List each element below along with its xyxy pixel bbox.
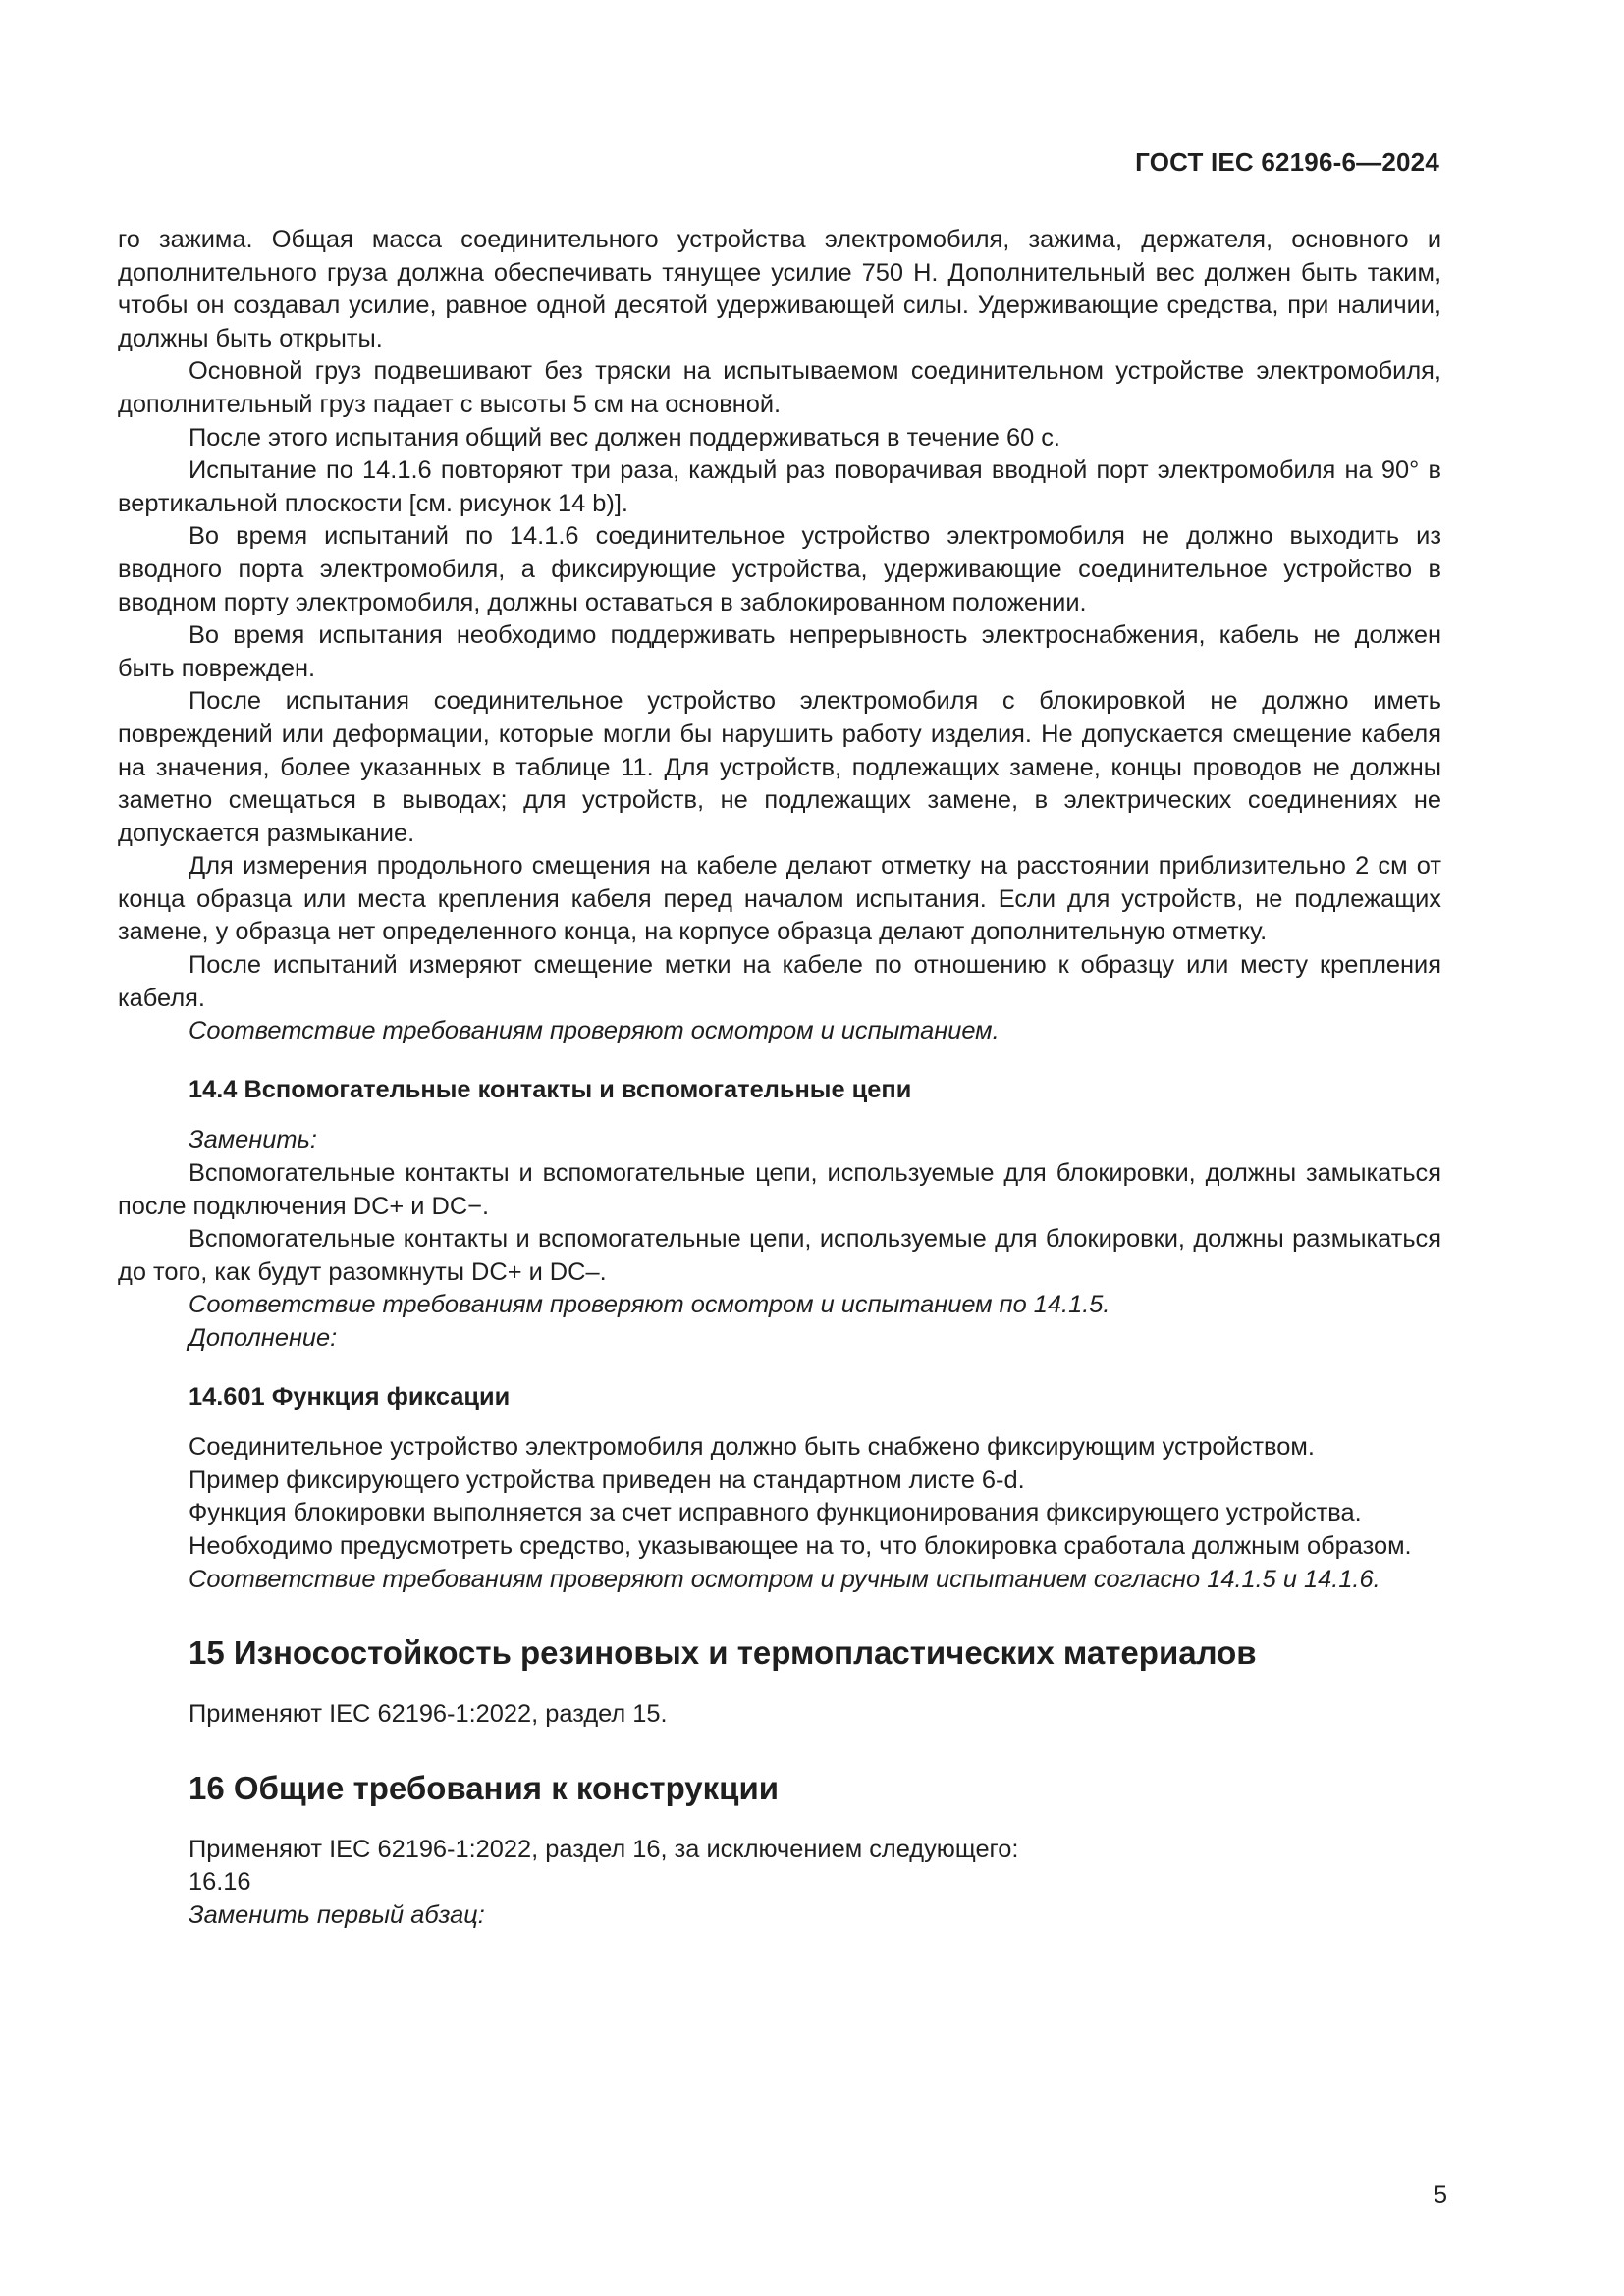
instruction-label: Заменить:	[189, 1126, 317, 1154]
paragraph: Для измерения продольного смещения на кабеле делают отметку на расстоянии приблизительно 2 см от конца образца или места крепления кабеля перед началом испытания. Если для устройств, не подлежащих замене, у образца нет определенного конца, на корпусе образца делают дополнительную отметку.	[118, 852, 1441, 946]
paragraph: Соединительное устройство электромобиля должно быть снабжено фиксирующим устройством.	[189, 1433, 1315, 1462]
clause-number: 16.16	[189, 1868, 251, 1896]
paragraph: После испытания соединительное устройство электромобиля с блокировкой не должно иметь повреждений или деформации, которые могли бы нарушить работу изделия. Не допускается смещение кабеля на значения, более указанных в таблице 11. Для устройств, подлежащих замене, концы проводов не должны заметно смещаться в выводах; для устройств, не подлежащих замене, в электрических соединениях не допускается размыкание.	[118, 687, 1441, 847]
paragraph: Вспомогательные контакты и вспомогательные цепи, используемые для блокировки, должны размыкаться до того, как будут разомкнуты DC+ и DC–.	[118, 1225, 1441, 1286]
paragraph: Во время испытания необходимо поддерживать непрерывность электроснабжения, кабель не должен быть поврежден.	[118, 621, 1441, 682]
paragraph: После этого испытания общий вес должен поддерживаться в течение 60 с.	[189, 423, 1060, 452]
paragraph: Применяют IEC 62196-1:2022, раздел 15.	[189, 1700, 668, 1729]
instruction-label: Заменить первый абзац:	[189, 1900, 485, 1929]
subsection-heading-14-601: 14.601 Функция фиксации	[189, 1382, 511, 1411]
document-header: ГОСТ IEC 62196-6—2024	[1135, 147, 1439, 177]
paragraph: Пример фиксирующего устройства приведен на стандартном листе 6-d.	[189, 1466, 1025, 1494]
paragraph: Применяют IEC 62196-1:2022, раздел 16, за исключением следующего:	[189, 1835, 1019, 1863]
paragraph: Основной груз подвешивают без тряски на испытываемом соединительном устройстве электромобиля, дополнительный груз падает с высоты 5 см на основной.	[118, 357, 1441, 418]
paragraph: го зажима. Общая масса соединительного устройства электромобиля, зажима, держателя, основного и дополнительного груза должна обеспечивать тянущее усилие 750 Н. Дополнительный вес должен быть таким, чтобы он создавал усилие, равное одной десятой удерживающей силы. Удерживающие средства, при наличии, должны быть открыты.	[118, 226, 1441, 352]
paragraph: После испытаний измеряют смещение метки на кабеле по отношению к образцу или месту крепления кабеля.	[118, 951, 1441, 1012]
compliance-note: Соответствие требованиям проверяют осмотром и испытанием.	[189, 1017, 1000, 1045]
subsection-heading-14-4: 14.4 Вспомогательные контакты и вспомогательные цепи	[189, 1075, 912, 1103]
paragraph: Вспомогательные контакты и вспомогательные цепи, используемые для блокировки, должны замыкаться после подключения DC+ и DC−.	[118, 1159, 1441, 1220]
compliance-note: Соответствие требованиям проверяют осмотром и испытанием по 14.1.5.	[189, 1291, 1110, 1319]
compliance-note: Соответствие требованиям проверяют осмотром и ручным испытанием согласно 14.1.5 и 14.1.6.	[189, 1565, 1380, 1593]
page-number: 5	[1434, 2181, 1447, 2209]
section-heading-15: 15 Износостойкость резиновых и термопластических материалов	[189, 1634, 1257, 1672]
paragraph: Во время испытаний по 14.1.6 соединительное устройство электромобиля не должно выходить из вводного порта электромобиля, а фиксирующие устройства, удерживающие соединительное устройство в вводном порту электромобиля, должны оставаться в заблокированном положении.	[118, 522, 1441, 616]
section-heading-16: 16 Общие требования к конструкции	[189, 1769, 780, 1806]
paragraph: Необходимо предусмотреть средство, указывающее на то, что блокировка сработала должным образом.	[189, 1531, 1412, 1560]
paragraph: Испытание по 14.1.6 повторяют три раза, каждый раз поворачивая вводной порт электромобиля на 90° в вертикальной плоскости [см. рисунок 14 b)].	[118, 456, 1441, 517]
instruction-label: Дополнение:	[189, 1324, 338, 1352]
paragraph: Функция блокировки выполняется за счет исправного функционирования фиксирующего устройства.	[189, 1499, 1362, 1527]
document-body	[118, 224, 1441, 1933]
